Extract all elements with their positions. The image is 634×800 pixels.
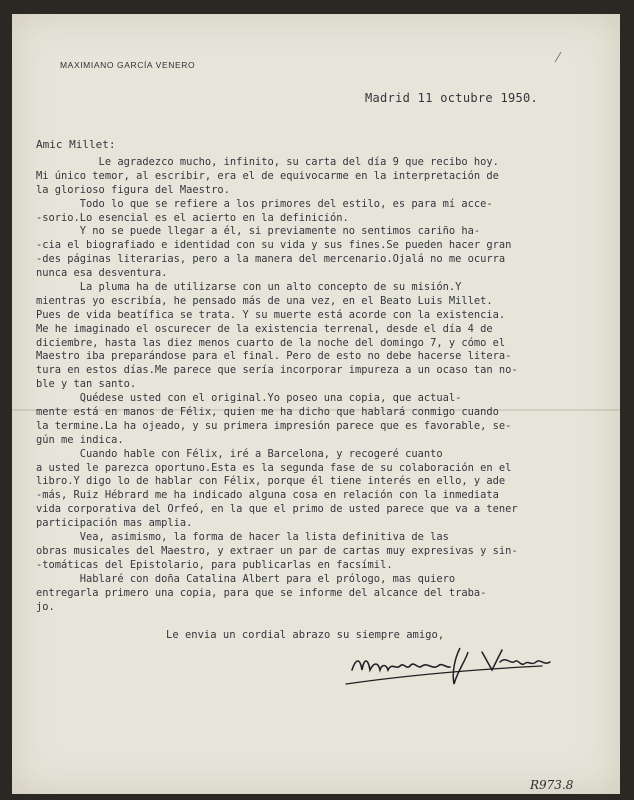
body-line: la glorioso figura del Maestro.	[36, 183, 230, 196]
letter-body	[36, 156, 626, 614]
body-line: entregarla primero una copia, para que se informe del alcance del traba-	[36, 586, 487, 599]
body-line: gún me indica.	[36, 433, 124, 446]
body-line: Cuando hable con Félix, iré a Barcelona, y recogeré cuanto	[36, 447, 443, 460]
body-line: -cia el biografiado e identidad con su vida y sus fines.Se pueden hacer gran	[36, 239, 512, 252]
body-line: Y no se puede llegar a él, si previamente no sentimos cariño ha-	[36, 225, 481, 238]
body-line: jo.	[36, 600, 55, 613]
letter-sheet	[12, 14, 620, 794]
body-line: ble y tan santo.	[36, 378, 137, 391]
body-line: libro.Y digo lo de hablar con Félix, porque él tiene interés en ello, y ade	[36, 475, 506, 488]
body-line: Pues de vida beatífica se trata. Y su muerte está acorde con la existencia.	[36, 308, 506, 321]
catalog-number: R973.8	[530, 778, 574, 792]
body-line: -más, Ruiz Hébrard me ha indicado alguna cosa en relación con la inmediata	[36, 489, 499, 502]
body-line: -des páginas literarias, pero a la manera del mercenario.Ojalá no me ocurra	[36, 253, 506, 266]
salutation: Amic Millet:	[36, 138, 116, 151]
body-line: Quédese usted con el original.Yo poseo una copia, que actual-	[36, 392, 462, 405]
body-line: Le agradezco mucho, infinito, su carta del día 9 que recibo hoy.	[36, 156, 499, 168]
body-line: mientras yo escribía, he pensado más de una vez, en el Beato Luis Millet.	[36, 294, 493, 307]
body-line: La pluma ha de utilizarse con un alto concepto de su misión.Y	[36, 281, 462, 294]
body-line: Hablaré con doña Catalina Albert para el prólogo, mas quiero	[36, 572, 456, 585]
letter-date: Madrid 11 octubre 1950.	[365, 91, 539, 105]
body-line: nunca esa desventura.	[36, 267, 168, 280]
body-line: -sorio.Lo esencial es el acierto en la definición.	[36, 211, 349, 224]
body-line: Me he imaginado el oscurecer de la existencia terrenal, desde el día 4 de	[36, 322, 493, 335]
body-line: vida corporativa del Orfeó, en la que el primo de usted parece que va a tener	[36, 503, 518, 516]
body-line: -tomáticas del Epistolario, para publicarlas en facsímil.	[36, 558, 393, 571]
body-line: Maestro iba preparándose para el final. Pero de esto no debe hacerse litera-	[36, 350, 512, 363]
body-line: Todo lo que se refiere a los primores del estilo, es para mí acce-	[36, 197, 493, 210]
closing-line: Le envia un cordial abrazo su siempre amigo,	[166, 629, 445, 641]
body-line: diciembre, hasta las diez menos cuarto de la noche del domingo 7, y cómo el	[36, 336, 506, 349]
body-line: la termine.La ha ojeado, y su primera impresión parece que es favorable, se-	[36, 419, 512, 432]
body-line: participación mas amplia.	[36, 517, 193, 530]
body-line: tura en estos días.Me parece que sería incorporar impureza a un ocaso tan no-	[36, 364, 518, 377]
body-line: a usted le parezca oportuno.Esta es la segunda fase de su colaboración en el	[36, 461, 512, 474]
letterhead: MAXIMIANO GARCÍA VENERO	[60, 60, 196, 70]
handwritten-signature	[342, 640, 572, 690]
body-line: obras musicales del Maestro, y extraer un par de cartas muy expresivas y sin-	[36, 544, 518, 557]
body-line: Mi único temor, al escribir, era el de equivocarme en la interpretación de	[36, 169, 499, 182]
body-line: Vea, asimismo, la forma de hacer la lista definitiva de las	[36, 531, 449, 544]
body-line: mente está en manos de Félix, quien me ha dicho que hablará conmigo cuando	[36, 406, 499, 419]
pencil-mark	[552, 50, 564, 64]
